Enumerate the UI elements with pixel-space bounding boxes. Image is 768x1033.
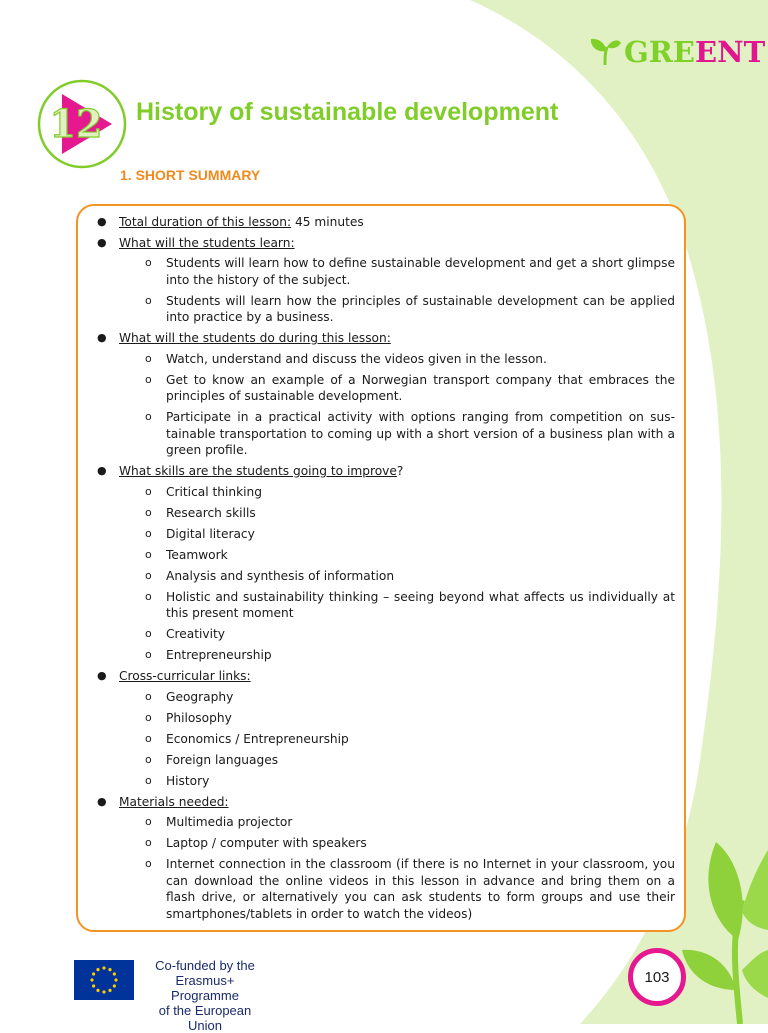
sub-list-item	[119, 773, 675, 790]
circle-bullet-icon: o	[145, 372, 152, 386]
sub-list-item	[119, 409, 675, 459]
sub-list-item-text: Students will learn how to define sustainable development and get a short glimpse into the history of the subject.	[166, 256, 675, 287]
sub-list-item	[119, 752, 675, 769]
sub-list-item-text: Get to know an example of a Norwegian transport company that embraces the principles of sustainable development.	[166, 372, 675, 403]
circle-bullet-icon: o	[145, 410, 152, 423]
eu-text-line: Erasmus+ Programme	[171, 973, 239, 1003]
eu-funding-text	[142, 958, 268, 1033]
summary-item-label: Total duration of this lesson:	[119, 215, 292, 229]
sub-list-item	[119, 547, 675, 564]
circle-bullet-icon: o	[145, 689, 152, 703]
eu-star-icon	[90, 978, 93, 981]
eu-star-icon	[102, 990, 105, 993]
summary-item	[95, 794, 675, 923]
sub-list-item-text: Geography	[166, 689, 234, 704]
circle-bullet-icon: o	[145, 484, 152, 498]
circle-bullet-icon: o	[145, 568, 152, 582]
summary-item-text: ?	[396, 464, 404, 478]
circle-bullet-icon: o	[145, 815, 152, 828]
summary-item	[95, 463, 675, 664]
eu-star-icon	[102, 966, 105, 969]
eu-star-icon	[96, 989, 99, 992]
summary-item	[95, 668, 675, 789]
sub-list-item	[119, 351, 675, 368]
eu-text-line: of the European Union	[158, 1003, 252, 1033]
sub-list-item	[119, 689, 675, 706]
circle-bullet-icon: o	[145, 293, 152, 307]
sub-list-item-text: Creativity	[166, 627, 225, 641]
sub-list-item-text: Economics / Entrepreneurship	[166, 731, 349, 746]
sub-list-item-text: Watch, understand and discuss the videos given in the lesson.	[166, 351, 547, 366]
eu-star-icon	[96, 968, 99, 971]
circle-bullet-icon: o	[145, 648, 152, 661]
circle-bullet-icon: o	[145, 731, 152, 745]
eu-star-icon	[113, 984, 116, 987]
bullet-icon: ●	[97, 669, 107, 682]
circle-bullet-icon: o	[145, 351, 152, 365]
sub-list-item-text: Foreign languages	[166, 752, 279, 767]
summary-item-label: What will the students do during this lesson:	[119, 331, 391, 345]
sub-list-item	[119, 526, 675, 543]
summary-item-text: 45 minutes	[291, 215, 364, 229]
sub-list-item	[119, 568, 675, 585]
sub-list-item	[119, 647, 675, 664]
lesson-number: 12	[49, 101, 103, 146]
sub-list-item-text: History	[166, 773, 210, 788]
leaves-decoration	[680, 820, 768, 1024]
section-heading: 1. SHORT SUMMARY	[120, 167, 261, 183]
circle-bullet-icon: o	[145, 526, 152, 540]
eu-star-icon	[113, 972, 116, 975]
summary-item	[95, 214, 675, 231]
eu-text-line: Co-funded by the	[155, 958, 255, 973]
sub-list-item	[119, 505, 675, 522]
sub-list-item-text: Philosophy	[166, 710, 232, 725]
sub-list	[119, 814, 675, 922]
summary-item	[95, 235, 675, 326]
sub-list-item-text: Digital literacy	[166, 526, 255, 541]
circle-bullet-icon: o	[145, 547, 152, 561]
sub-list-item	[119, 589, 675, 622]
sub-list	[119, 255, 675, 326]
sub-list-item-text: Analysis and synthesis of information	[166, 568, 395, 583]
circle-bullet-icon: o	[145, 857, 152, 870]
circle-bullet-icon: o	[145, 752, 152, 766]
sub-list-item	[119, 255, 675, 288]
summary-item-label: What skills are the students going to improve	[119, 464, 397, 478]
sub-list-item-text: Entrepreneurship	[166, 648, 272, 662]
sub-list-item-text: Internet connection in the classroom (if there is no Internet in your classroom, you can download the online videos in this lesson in advance and bring them on a flash drive, or alternatively you can ask students to form groups and use their smartphones/tablets in order to watch the videos)	[166, 857, 675, 921]
bullet-icon: ●	[97, 215, 107, 228]
bullet-icon: ●	[97, 794, 107, 808]
page-number	[628, 948, 686, 1006]
sub-list-item	[119, 484, 675, 501]
summary-list	[95, 214, 675, 922]
sub-list-item	[119, 835, 675, 852]
sub-list	[119, 689, 675, 790]
eu-star-icon	[114, 978, 117, 981]
summary-content	[95, 214, 675, 927]
sub-list-item-text: Multimedia projector	[166, 815, 293, 829]
sub-list-item	[119, 856, 675, 922]
eu-star-icon	[108, 968, 111, 971]
sub-list-item-text: Holistic and sustainability thinking – seeing beyond what affects us individually at this present moment	[166, 589, 675, 620]
sub-list-item-text: Students will learn how the principles of sustainable development can be applied into practice by a business.	[166, 293, 675, 324]
sub-list-item-text: Critical thinking	[166, 484, 263, 499]
circle-bullet-icon: o	[145, 589, 152, 603]
logo-wordmark: GREENT	[624, 35, 766, 69]
sub-list-item	[119, 710, 675, 727]
lesson-title: History of sustainable development	[136, 98, 559, 126]
sub-list-item	[119, 731, 675, 748]
summary-item-label: Materials needed:	[119, 794, 229, 809]
summary-item-label: Cross-curricular links:	[119, 669, 251, 683]
circle-bullet-icon: o	[145, 773, 152, 787]
sub-list-item	[119, 293, 675, 326]
sub-list-item	[119, 372, 675, 405]
summary-item	[95, 330, 675, 459]
circle-bullet-icon: o	[145, 505, 152, 519]
sub-list-item-text: Participate in a practical activity with options ranging from competition on sus-tainable transportation to coming up with a short version of a business plan with a green profile.	[166, 410, 675, 457]
sub-list-item-text: Teamwork	[166, 547, 228, 562]
eu-flag-icon	[74, 960, 134, 1000]
bullet-icon: ●	[97, 464, 107, 477]
eu-star-icon	[92, 984, 95, 987]
circle-bullet-icon: o	[145, 256, 152, 269]
bullet-icon: ●	[97, 331, 107, 344]
eu-star-icon	[92, 972, 95, 975]
sub-list-item-text: Laptop / computer with speakers	[166, 836, 367, 850]
sub-list-item	[119, 814, 675, 831]
sprout-icon	[588, 35, 622, 69]
circle-bullet-icon: o	[145, 710, 152, 724]
page-number-text: 103	[644, 968, 670, 986]
summary-item-label: What will the students learn:	[119, 235, 295, 250]
bullet-icon: ●	[97, 235, 107, 249]
circle-bullet-icon: o	[145, 627, 152, 640]
lesson-number-badge	[36, 78, 128, 170]
eu-star-icon	[108, 989, 111, 992]
greent-logo	[588, 30, 765, 74]
sub-list-item-text: Research skills	[166, 505, 256, 520]
sub-list	[119, 484, 675, 664]
sub-list-item	[119, 626, 675, 643]
sub-list	[119, 351, 675, 459]
circle-bullet-icon: o	[145, 836, 152, 849]
